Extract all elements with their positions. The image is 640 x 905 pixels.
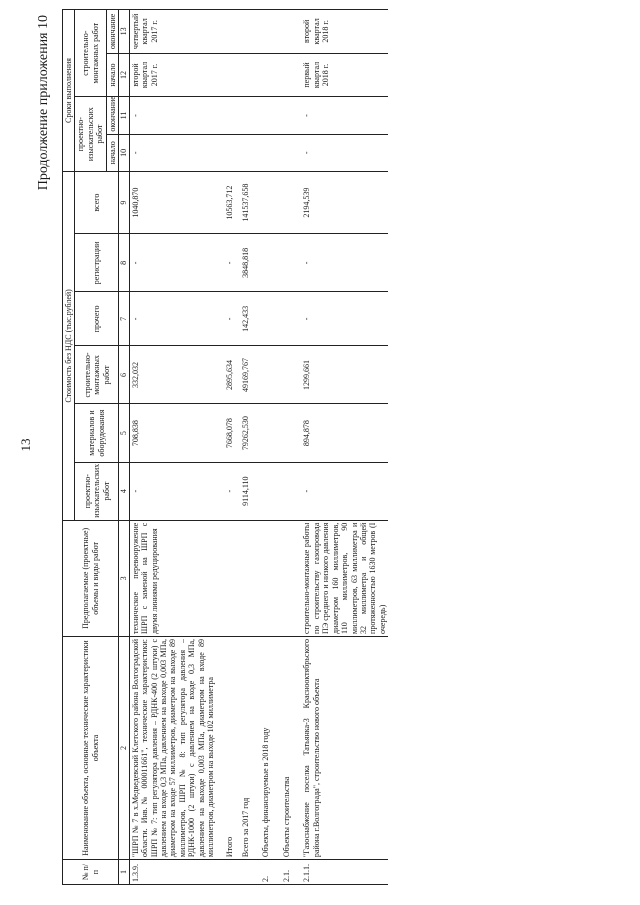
cost-design: 9114,110 [235, 462, 251, 520]
cost-other: - [217, 292, 235, 346]
section-title: Объекты строительства [272, 636, 292, 859]
section-title: Объекты, финансируемые в 2018 году [251, 636, 271, 859]
column-number: 13 [119, 10, 129, 54]
design-end: - [292, 97, 388, 134]
cost-total: 141537,658 [235, 172, 251, 234]
column-number: 9 [119, 172, 129, 234]
header-design-end: окончание [106, 97, 118, 134]
cost-other: - [292, 292, 388, 346]
header-cost-other: прочего [75, 292, 119, 346]
header-terms-construction: строительно-монтажных работ [75, 10, 106, 97]
column-number: 2 [119, 636, 129, 859]
total-label: Всего за 2017 год [235, 636, 251, 859]
header-name: Наименование объекта, основные технические характеристики объекта [63, 636, 119, 859]
planned-works: строительно-монтажные работы по строительству газопровода ПЭ среднего и низкого давления диаметром 160 миллиметров, 110 миллиметров, 90 миллиметров, 63 миллиметра и 32 миллиметра и общей протяженностью 1630 метров (I очередь) [292, 520, 388, 636]
column-number: 10 [119, 134, 129, 171]
table-row [292, 10, 388, 885]
header-terms-design: проектно-изыскательских работ [75, 97, 106, 172]
row-num: 2.1. [272, 860, 292, 885]
table-section-row [251, 10, 271, 885]
row-num: 2.1.1. [292, 860, 388, 885]
header-cost-construction: строительно-монтажных работ [75, 346, 119, 404]
column-number: 7 [119, 292, 129, 346]
cost-construction: 49169,767 [235, 346, 251, 404]
header-design-start: начало [106, 134, 118, 171]
cost-registration: - [292, 234, 388, 292]
cost-total: 2194,539 [292, 172, 388, 234]
object-name: "ШРП № 7 в х.Медведевский Клетского района Волгоградской области. Инв.№ 000011661", технические характеристики: ШРП № 7: тип регулятора давления – РДНК-400 (2 штуки) с давлением на входе 0,3 МПа, давлением на выходе 0,003 МПа, диаметром на входе 57 миллиметров, диаметром на выходе 89 миллиметров, ШРП № 8: тип регулятора давления – РДНК-1000 (2 штуки) с давлением на входе 0,3 МПа, давлением на выходе 0,003 МПа, диаметром на входе 89 миллиметров, диаметром на выходе 102 миллиметра [129, 636, 216, 859]
subtotal-label: Итого [217, 636, 235, 859]
cost-construction: 332,032 [129, 346, 216, 404]
cost-construction: 2895,634 [217, 346, 235, 404]
column-number: 8 [119, 234, 129, 292]
cost-design: - [129, 462, 216, 520]
cost-construction: 1299,661 [292, 346, 388, 404]
design-end: - [129, 97, 216, 134]
cost-design: - [217, 462, 235, 520]
table-section-row [272, 10, 292, 885]
header-planned: Предполагаемые (проектные) объемы и виды работ [63, 520, 119, 636]
header-construction-start: начало [106, 53, 118, 97]
construction-start: первый квартал 2018 г. [292, 53, 388, 97]
column-number: 3 [119, 520, 129, 636]
construction-end: четвертый квартал 2017 г. [129, 10, 216, 54]
header-cost-total: всего [75, 172, 119, 234]
header-num: № п/п [63, 860, 119, 885]
cost-materials: 708,838 [129, 404, 216, 462]
appendix-continuation-title: Продолжение приложения 10 [36, 15, 51, 191]
design-start: - [292, 134, 388, 171]
column-number: 1 [119, 860, 129, 885]
column-number: 6 [119, 346, 129, 404]
column-number: 11 [119, 97, 129, 134]
header-construction-end: окончание [106, 10, 118, 54]
row-num: 2. [251, 860, 271, 885]
column-number-row [119, 10, 129, 885]
page-number: 13 [18, 438, 33, 452]
cost-other: - [129, 292, 216, 346]
cost-design: - [292, 462, 388, 520]
header-cost-registration: регистрации [75, 234, 119, 292]
table-row [129, 10, 216, 885]
table-row-subtotal [217, 10, 235, 885]
header-cost-materials: материалов и оборудования [75, 404, 119, 462]
construction-start: второй квартал 2017 г. [129, 53, 216, 97]
header-cost-group: Стоимость без НДС (тыс.рублей) [63, 172, 75, 521]
cost-materials: 79262,530 [235, 404, 251, 462]
planned-works: техническое перевооружение ШРП с заменой на ШРП с двумя линиями редуцирования [129, 520, 216, 636]
cost-materials: 894,878 [292, 404, 388, 462]
cost-registration: - [129, 234, 216, 292]
cost-total: 10563,712 [217, 172, 235, 234]
cost-other: 142,433 [235, 292, 251, 346]
row-num: 1.3.9. [129, 860, 216, 885]
cost-registration: 3848,818 [235, 234, 251, 292]
construction-end: второй квартал 2018 г. [292, 10, 388, 54]
cost-registration: - [217, 234, 235, 292]
header-cost-design: проектно-изыскательских работ [75, 462, 119, 520]
cost-total: 1040,870 [129, 172, 216, 234]
cost-materials: 7668,078 [217, 404, 235, 462]
object-name: "Газоснабжение поселка Татьянка-3 Краснооктябрьского района г.Волгограда", строительство нового объекта [292, 636, 388, 859]
header-row-1 [63, 10, 75, 885]
column-number: 4 [119, 462, 129, 520]
header-terms-group: Сроки выполнения [63, 10, 75, 172]
design-start: - [129, 134, 216, 171]
column-number: 5 [119, 404, 129, 462]
column-number: 12 [119, 53, 129, 97]
table-row-total [235, 10, 251, 885]
investment-program-table [62, 9, 388, 885]
